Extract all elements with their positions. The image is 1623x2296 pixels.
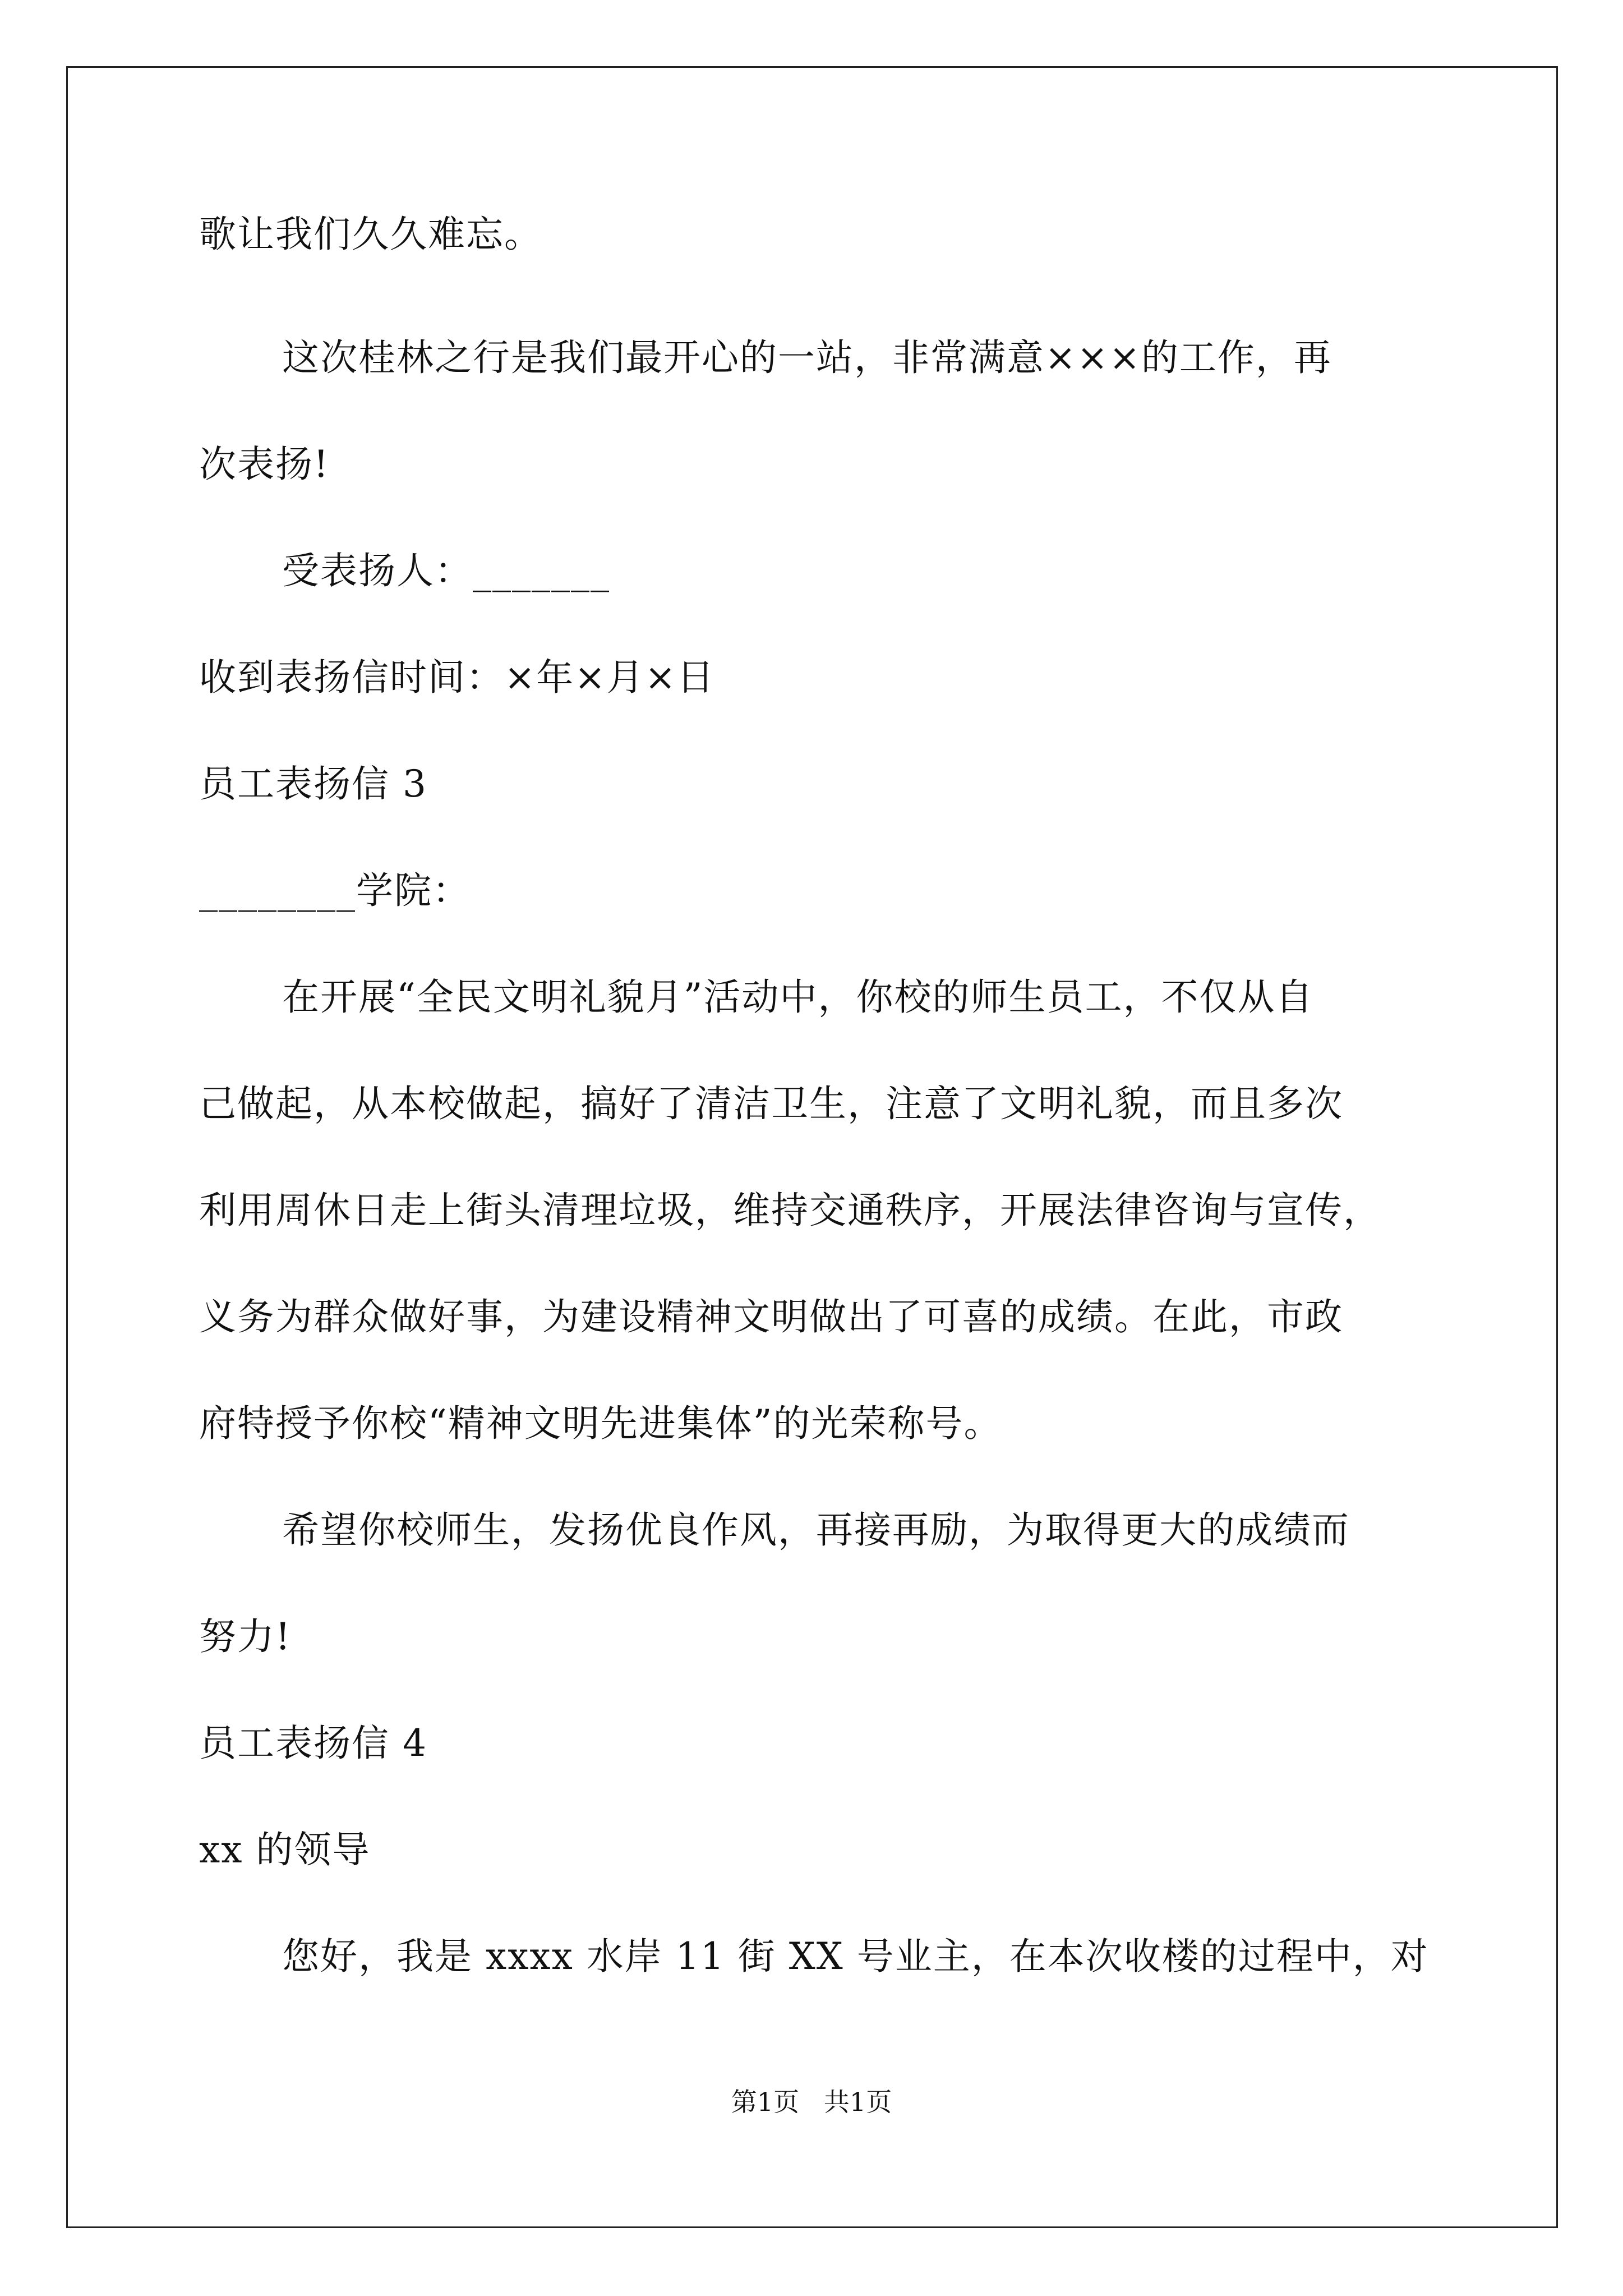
salutation: xx 的领导	[199, 1828, 371, 1871]
paragraph-line: 府特授予你校“精神文明先进集体”的光荣称号。	[199, 1402, 1002, 1445]
paragraph-line: 利用周休日走上街头清理垃圾，维持交通秩序，开展法律咨询与宣传，	[199, 1189, 1381, 1232]
page-footer: 第1页 共1页	[731, 2087, 892, 2117]
paragraph-line: 次表扬!	[199, 443, 330, 486]
paragraph-line: 己做起，从本校做起，搞好了清洁卫生，注意了文明礼貌，而且多次	[199, 1082, 1343, 1125]
paragraph-line: 歌让我们久久难忘。	[199, 213, 542, 256]
page-border	[66, 66, 1558, 2228]
salutation: ________学院：	[199, 869, 471, 912]
paragraph-line: 您好，我是 xxxx 水岸 11 街 XX 号业主，在本次收楼的过程中，对	[282, 1935, 1429, 1978]
section-heading: 员工表扬信 4	[199, 1722, 427, 1765]
paragraph-line: 义务为群众做好事，为建设精神文明做出了可喜的成绩。在此，市政	[199, 1295, 1343, 1338]
paragraph-line: 希望你校师生，发扬优良作风，再接再励，为取得更大的成绩而	[282, 1508, 1350, 1552]
paragraph-line: 收到表扬信时间：×年×月×日	[199, 656, 715, 699]
paragraph-line: 这次桂林之行是我们最开心的一站，非常满意×××的工作，再	[282, 336, 1332, 379]
paragraph-line: 在开展“全民文明礼貌月”活动中，你校的师生员工，不仅从自	[282, 976, 1314, 1019]
paragraph-line: 努力!	[199, 1615, 292, 1658]
section-heading: 员工表扬信 3	[199, 762, 427, 806]
paragraph-line: 受表扬人：_______	[282, 549, 610, 592]
